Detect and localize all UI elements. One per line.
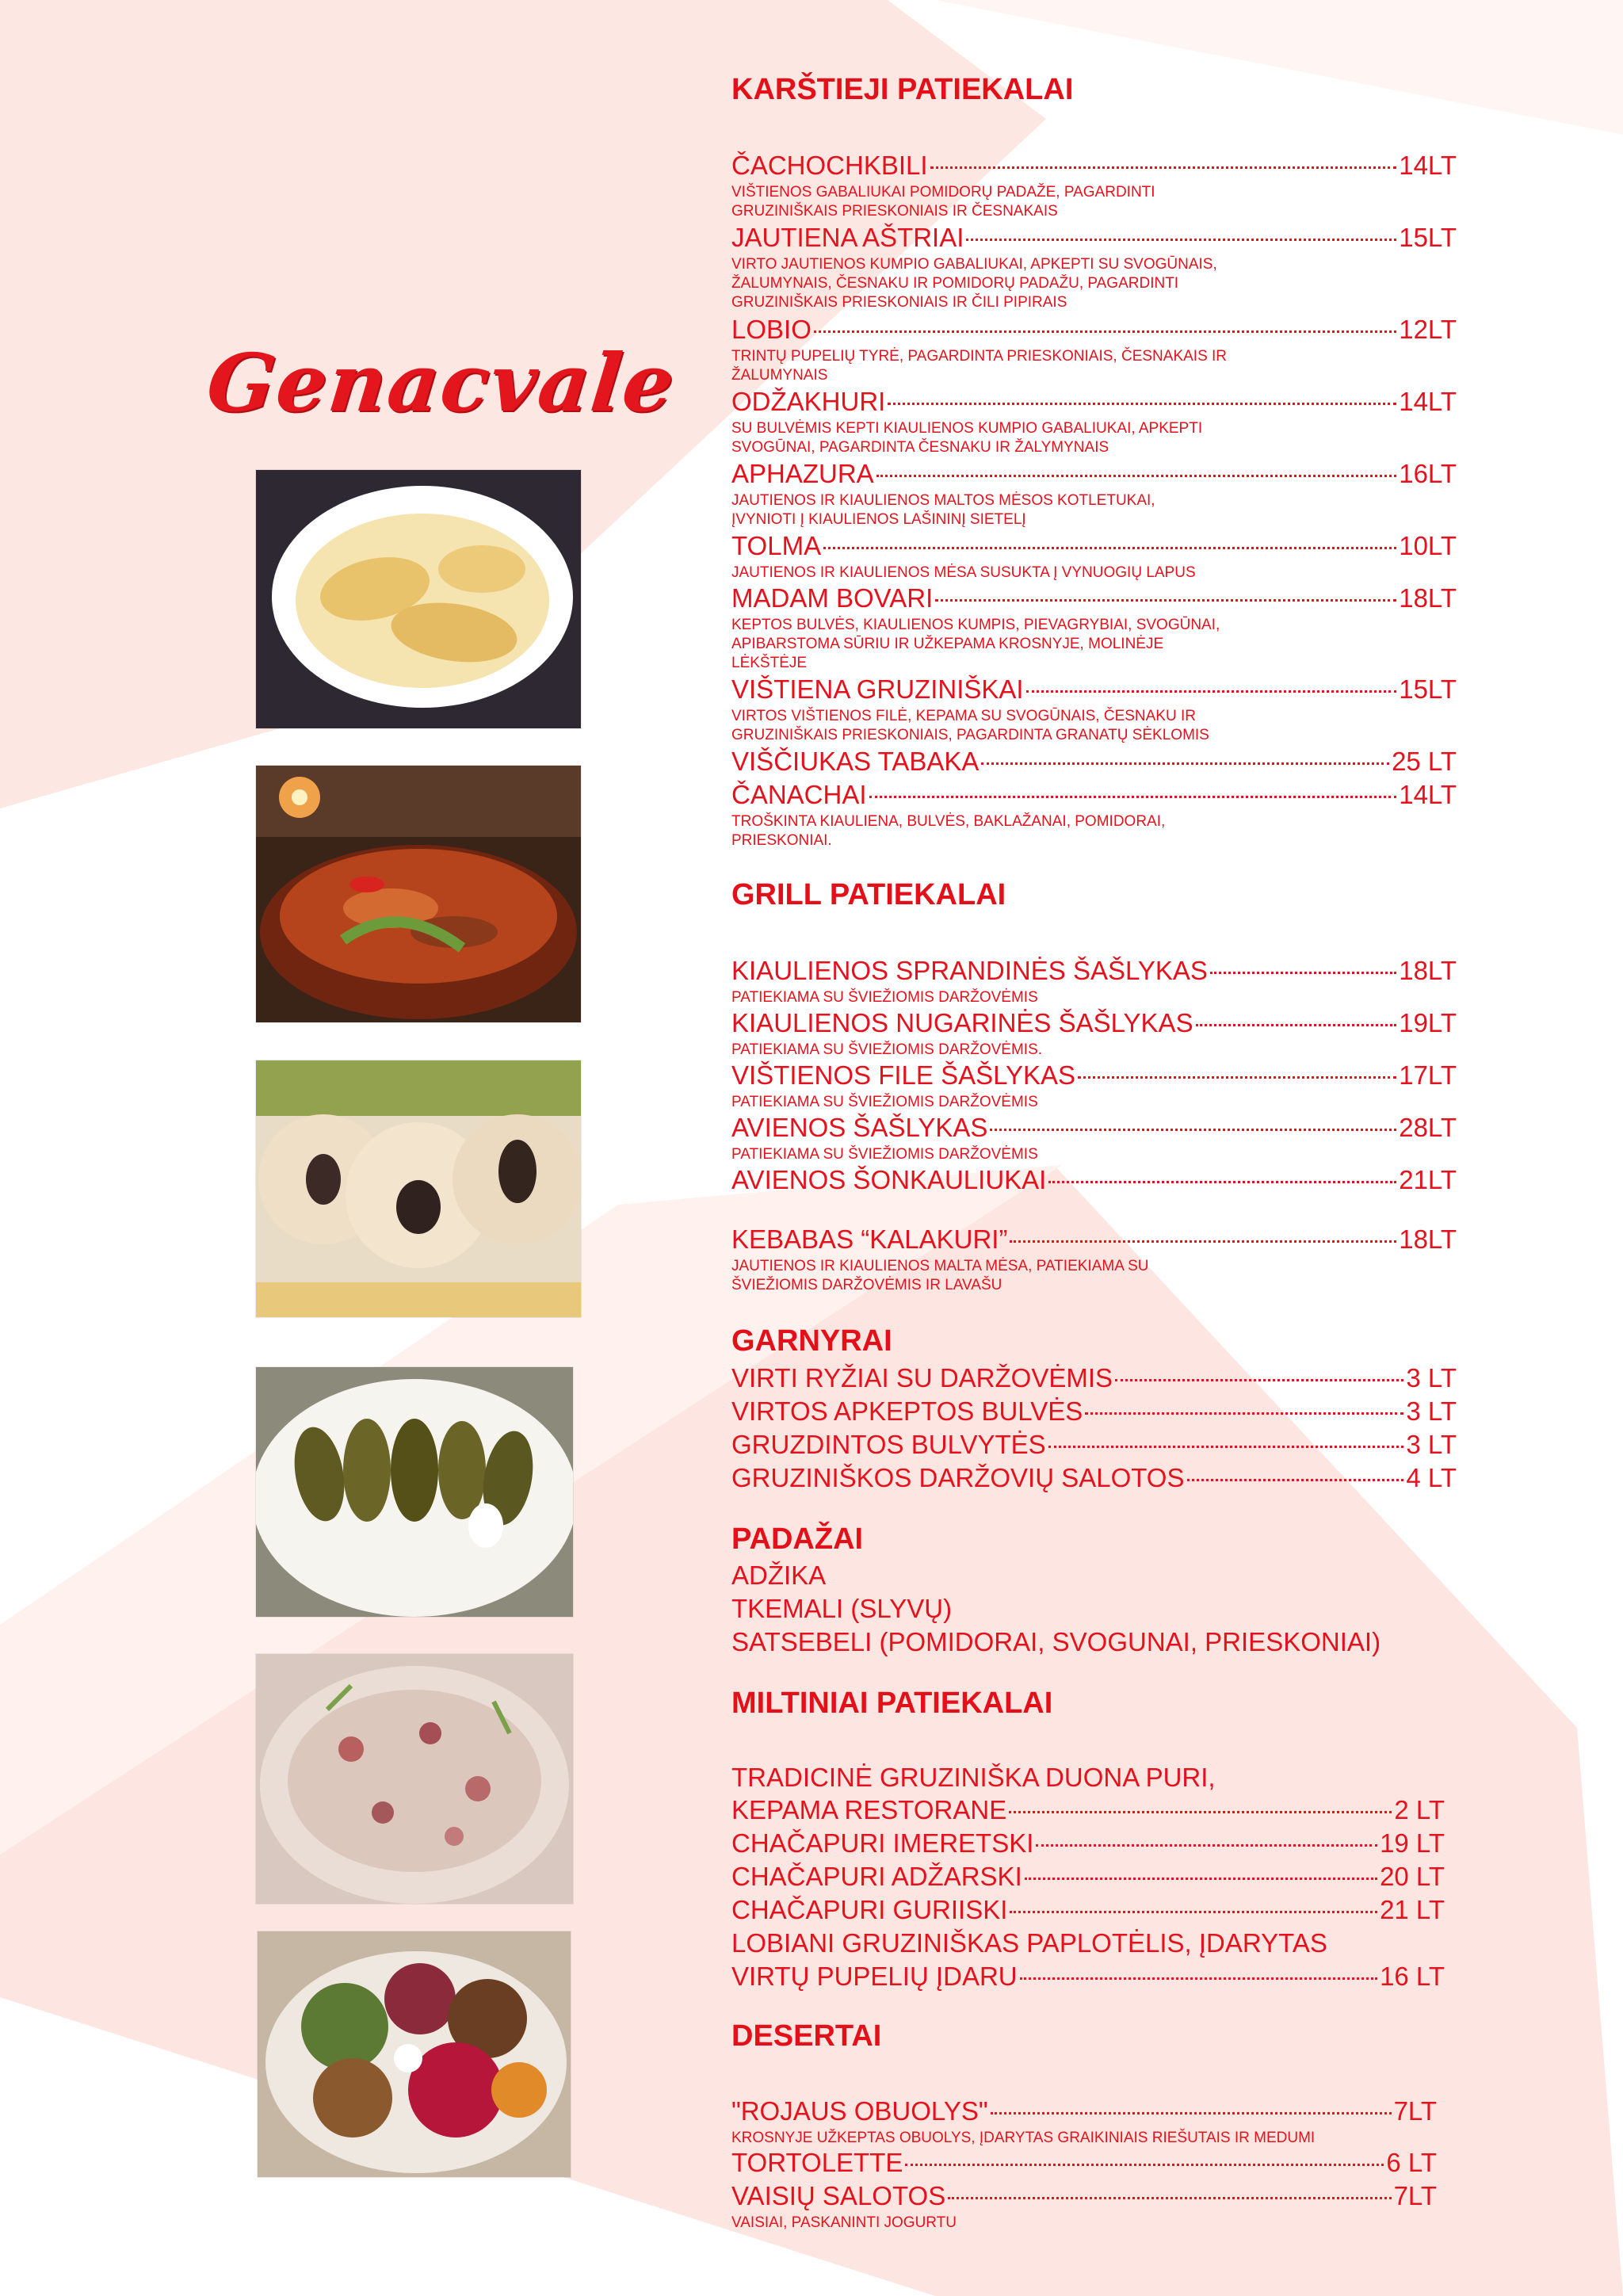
- item-name: CHAČAPURI GURIISKI: [731, 1895, 1008, 1924]
- item-description: PATIEKIAMA SU ŠVIEŽIOMIS DARŽOVĖMIS.: [731, 1041, 1043, 1058]
- menu-item: [731, 1060, 1457, 1112]
- item-name: CHAČAPURI IMERETSKI: [731, 1828, 1034, 1858]
- item-name: JAUTIENA AŠTRIAI: [731, 223, 964, 252]
- item-name: VIŠTIENOS FILE ŠAŠLYKAS: [731, 1060, 1076, 1090]
- dot-leader: [1196, 1024, 1397, 1026]
- dot-leader: [869, 796, 1397, 798]
- bean-stew-pot-photo: [256, 766, 581, 1022]
- item-name: TORTOLETTE: [731, 2148, 903, 2177]
- dot-leader: [1048, 1446, 1404, 1448]
- item-name: ODŽAKHURI: [731, 387, 886, 416]
- section-title-sauces: PADAŽAI: [731, 1522, 864, 1556]
- section-title-grill: GRILL PATIEKALAI: [731, 878, 1006, 911]
- menu-item: [731, 222, 1457, 312]
- section-title-desserts: DESERTAI: [731, 2019, 882, 2053]
- dot-leader: [1025, 1878, 1377, 1880]
- menu-item: [731, 779, 1457, 850]
- item-price: 25 LT: [1392, 747, 1457, 776]
- dot-leader: [1078, 1076, 1396, 1079]
- item-price: 7LT: [1393, 2096, 1437, 2126]
- item-price: 14LT: [1399, 387, 1457, 416]
- item-name: GRUZINIŠKOS DARŽOVIŲ SALOTOS: [731, 1463, 1185, 1492]
- menu-item: [731, 583, 1457, 673]
- menu-item: [731, 458, 1457, 529]
- bread-description-line: TRADICINĖ GRUZINIŠKA DUONA PURI,: [731, 1763, 1216, 1792]
- sauce-item: ADŽIKA: [731, 1561, 827, 1590]
- menu-item: [731, 2180, 1437, 2233]
- salad-bowl-photo: [256, 1654, 573, 1904]
- item-name: APHAZURA: [731, 459, 874, 488]
- dot-leader: [876, 475, 1397, 477]
- dot-leader: [1115, 1379, 1403, 1381]
- item-price: 14LT: [1399, 151, 1457, 180]
- item-name: VIRTŲ PUPELIŲ ĮDARU: [731, 1962, 1018, 1991]
- menu-item: [731, 2147, 1437, 2179]
- menu-item: [731, 1396, 1457, 1427]
- dot-leader: [1026, 690, 1397, 693]
- dot-leader: [930, 166, 1397, 169]
- menu-item: [731, 1961, 1445, 1992]
- item-price: 16 LT: [1380, 1962, 1445, 1991]
- sauce-item: SATSEBELI (POMIDORAI, SVOGUNAI, PRIESKONIAI): [731, 1627, 1381, 1656]
- item-price: 14LT: [1399, 780, 1457, 809]
- dot-leader: [948, 2197, 1391, 2199]
- stuffed-chicken-roll-photo: [256, 1060, 581, 1317]
- item-price: 21 LT: [1380, 1895, 1445, 1924]
- item-name: AVIENOS ŠONKAULIUKAI: [731, 1165, 1047, 1194]
- item-name: LOBIO: [731, 315, 812, 344]
- item-description: VIŠTIENOS GABALIUKAI POMIDORŲ PADAŽE, PAGARDINTI GRUZINIŠKAIS PRIESKONIAIS IR ČESNAKAIS: [731, 184, 1155, 220]
- menu-item: [731, 746, 1457, 777]
- item-description: PATIEKIAMA SU ŠVIEŽIOMIS DARŽOVĖMIS: [731, 1146, 1038, 1163]
- item-price: 12LT: [1399, 315, 1457, 344]
- item-price: 17LT: [1399, 1060, 1457, 1090]
- menu-item: [731, 2095, 1437, 2148]
- item-price: 3 LT: [1406, 1363, 1457, 1392]
- menu-item: [731, 1429, 1457, 1461]
- item-description: KEPTOS BULVĖS, KIAULIENOS KUMPIS, PIEVAGRYBIAI, SVOGŪNAI, APIBARSTOMA SŪRIU IR UŽKEPAMA KROSNYJE, MOLINĖJE LĖKŠTĖJE: [731, 617, 1220, 671]
- item-description: KROSNYJE UŽKEPTAS OBUOLYS, ĮDARYTAS GRAIKINIAIS RIEŠUTAIS IR MEDUMI: [731, 2130, 1316, 2146]
- menu-item: [731, 1462, 1457, 1494]
- dot-leader: [814, 330, 1396, 333]
- item-price: 6 LT: [1386, 2148, 1437, 2177]
- menu-item: [731, 386, 1457, 457]
- dot-leader: [1210, 972, 1396, 974]
- menu-item: [731, 955, 1457, 1007]
- dot-leader: [888, 403, 1396, 405]
- menu-item: [731, 1828, 1445, 1859]
- item-price: 28LT: [1399, 1113, 1457, 1142]
- section-title-hot-dishes: KARŠTIEJI PATIEKALAI: [731, 73, 1074, 106]
- item-price: 19LT: [1399, 1008, 1457, 1037]
- section-title-flour-dishes: MILTINIAI PATIEKALAI: [731, 1687, 1053, 1720]
- dot-leader: [981, 762, 1389, 765]
- item-description: JAUTIENOS IR KIAULIENOS MĖSA SUSUKTA Į VYNUOGIŲ LAPUS: [731, 564, 1196, 581]
- item-name: CHAČAPURI ADŽARSKI: [731, 1862, 1022, 1891]
- item-description: TRINTŲ PUPELIŲ TYRĖ, PAGARDINTA PRIESKONIAIS, ČESNAKAIS IR ŽALUMYNAIS: [731, 348, 1228, 384]
- menu-item: [731, 150, 1457, 221]
- chicken-rolls-in-sauce-photo: [256, 470, 581, 728]
- item-price: 20 LT: [1380, 1862, 1445, 1891]
- item-name: ČACHOCHKBILI: [731, 151, 928, 180]
- dot-leader: [1009, 1811, 1392, 1813]
- menu-item: [731, 1112, 1457, 1164]
- item-name: GRUZDINTOS BULVYTĖS: [731, 1430, 1046, 1459]
- item-price: 2 LT: [1394, 1795, 1445, 1824]
- item-name: MADAM BOVARI: [731, 583, 934, 613]
- item-name: KEBABAS “KALAKURI”: [731, 1224, 1008, 1254]
- dot-leader: [1187, 1479, 1404, 1481]
- item-price: 21LT: [1399, 1165, 1457, 1194]
- restaurant-logo: Genacvale: [202, 336, 681, 430]
- item-price: 4 LT: [1406, 1463, 1457, 1492]
- item-description: JAUTIENOS IR KIAULIENOS MALTA MĖSA, PATIEKIAMA SU ŠVIEŽIOMIS DARŽOVĖMIS IR LAVAŠU: [731, 1258, 1149, 1293]
- dot-leader: [966, 239, 1396, 241]
- item-name: VAISIŲ SALOTOS: [731, 2181, 946, 2210]
- dot-leader: [1010, 1911, 1377, 1913]
- item-description: VIRTO JAUTIENOS KUMPIO GABALIUKAI, APKEPTI SU SVOGŪNAIS, ŽALUMYNAIS, ČESNAKU IR POMIDORŲ PADAŽU, PAGARDINTI GRUZINIŠKAIS PRIESKONIAIS IR ČILI PIPIRAIS: [731, 256, 1217, 311]
- item-price: 18LT: [1399, 583, 1457, 613]
- item-price: 16LT: [1399, 459, 1457, 488]
- item-name: VIŠČIUKAS TABAKA: [731, 747, 980, 776]
- item-description: JAUTIENOS IR KIAULIENOS MALTOS MĖSOS KOTLETUKAI, ĮVYNIOTI Į KIAULIENOS LAŠININĮ SIETELĮ: [731, 492, 1155, 528]
- dot-leader: [1020, 1977, 1377, 1980]
- section-title-sides: GARNYRAI: [731, 1324, 892, 1358]
- dot-leader: [1048, 1181, 1396, 1183]
- menu-item: [731, 1861, 1445, 1893]
- item-price: 3 LT: [1406, 1396, 1457, 1426]
- dot-leader: [1085, 1412, 1403, 1415]
- menu-item: [731, 1224, 1457, 1295]
- dot-leader: [905, 2164, 1384, 2166]
- item-name: KIAULIENOS NUGARINĖS ŠAŠLYKAS: [731, 1008, 1193, 1037]
- menu-item: [731, 1362, 1457, 1394]
- item-name: KEPAMA RESTORANE: [731, 1795, 1007, 1824]
- dot-leader: [935, 599, 1396, 602]
- item-price: 18LT: [1399, 956, 1457, 985]
- dot-leader: [990, 1129, 1396, 1131]
- item-price: 19 LT: [1380, 1828, 1445, 1858]
- item-description: PATIEKIAMA SU ŠVIEŽIOMIS DARŽOVĖMIS: [731, 989, 1038, 1006]
- item-name: TOLMA: [731, 531, 822, 560]
- menu-item: [731, 1794, 1445, 1826]
- menu-item: [731, 674, 1457, 745]
- dot-leader: [991, 2112, 1392, 2115]
- dot-leader: [1010, 1240, 1396, 1243]
- item-price: 7LT: [1393, 2181, 1437, 2210]
- sauce-item: TKEMALI (SLYVŲ): [731, 1594, 953, 1623]
- menu-item: [731, 1007, 1457, 1060]
- item-price: 10LT: [1399, 531, 1457, 560]
- lobiani-description-line: LOBIANI GRUZINIŠKAS PAPLOTĖLIS, ĮDARYTAS: [731, 1928, 1327, 1958]
- item-price: 15LT: [1399, 674, 1457, 704]
- item-description: SU BULVĖMIS KEPTI KIAULIENOS KUMPIO GABALIUKAI, APKEPTI SVOGŪNAI, PAGARDINTA ČESNAKU IR ŽALYMYNAIS: [731, 420, 1203, 456]
- item-name: ČANACHAI: [731, 780, 867, 809]
- item-name: "ROJAUS OBUOLYS": [731, 2096, 988, 2126]
- menu-item: [731, 1164, 1457, 1196]
- item-price: 3 LT: [1406, 1430, 1457, 1459]
- item-name: AVIENOS ŠAŠLYKAS: [731, 1113, 988, 1142]
- item-description: PATIEKIAMA SU ŠVIEŽIOMIS DARŽOVĖMIS: [731, 1094, 1038, 1110]
- vegetable-platter-photo: [258, 1931, 571, 2177]
- item-name: KIAULIENOS SPRANDINĖS ŠAŠLYKAS: [731, 956, 1208, 985]
- menu-item: [731, 1894, 1445, 1926]
- item-description: VIRTOS VIŠTIENOS FILĖ, KEPAMA SU SVOGŪNAIS, ČESNAKU IR GRUZINIŠKAIS PRIESKONIAIS, PAGARDINTA GRANATŲ SĖKLOMIS: [731, 708, 1209, 743]
- menu-item: [731, 530, 1457, 583]
- dot-leader: [823, 547, 1396, 549]
- menu-item: [731, 314, 1457, 385]
- dot-leader: [1036, 1844, 1377, 1847]
- tolma-grape-leaves-photo: [256, 1367, 573, 1617]
- item-description: TROŠKINTA KIAULIENA, BULVĖS, BAKLAŽANAI, POMIDORAI, PRIESKONIAI.: [731, 813, 1166, 849]
- item-name: VIRTOS APKEPTOS BULVĖS: [731, 1396, 1083, 1426]
- item-name: VIRTI RYŽIAI SU DARŽOVĖMIS: [731, 1363, 1113, 1392]
- item-price: 15LT: [1399, 223, 1457, 252]
- item-name: VIŠTIENA GRUZINIŠKAI: [731, 674, 1024, 704]
- item-price: 18LT: [1399, 1224, 1457, 1254]
- item-description: VAISIAI, PASKANINTI JOGURTU: [731, 2214, 957, 2231]
